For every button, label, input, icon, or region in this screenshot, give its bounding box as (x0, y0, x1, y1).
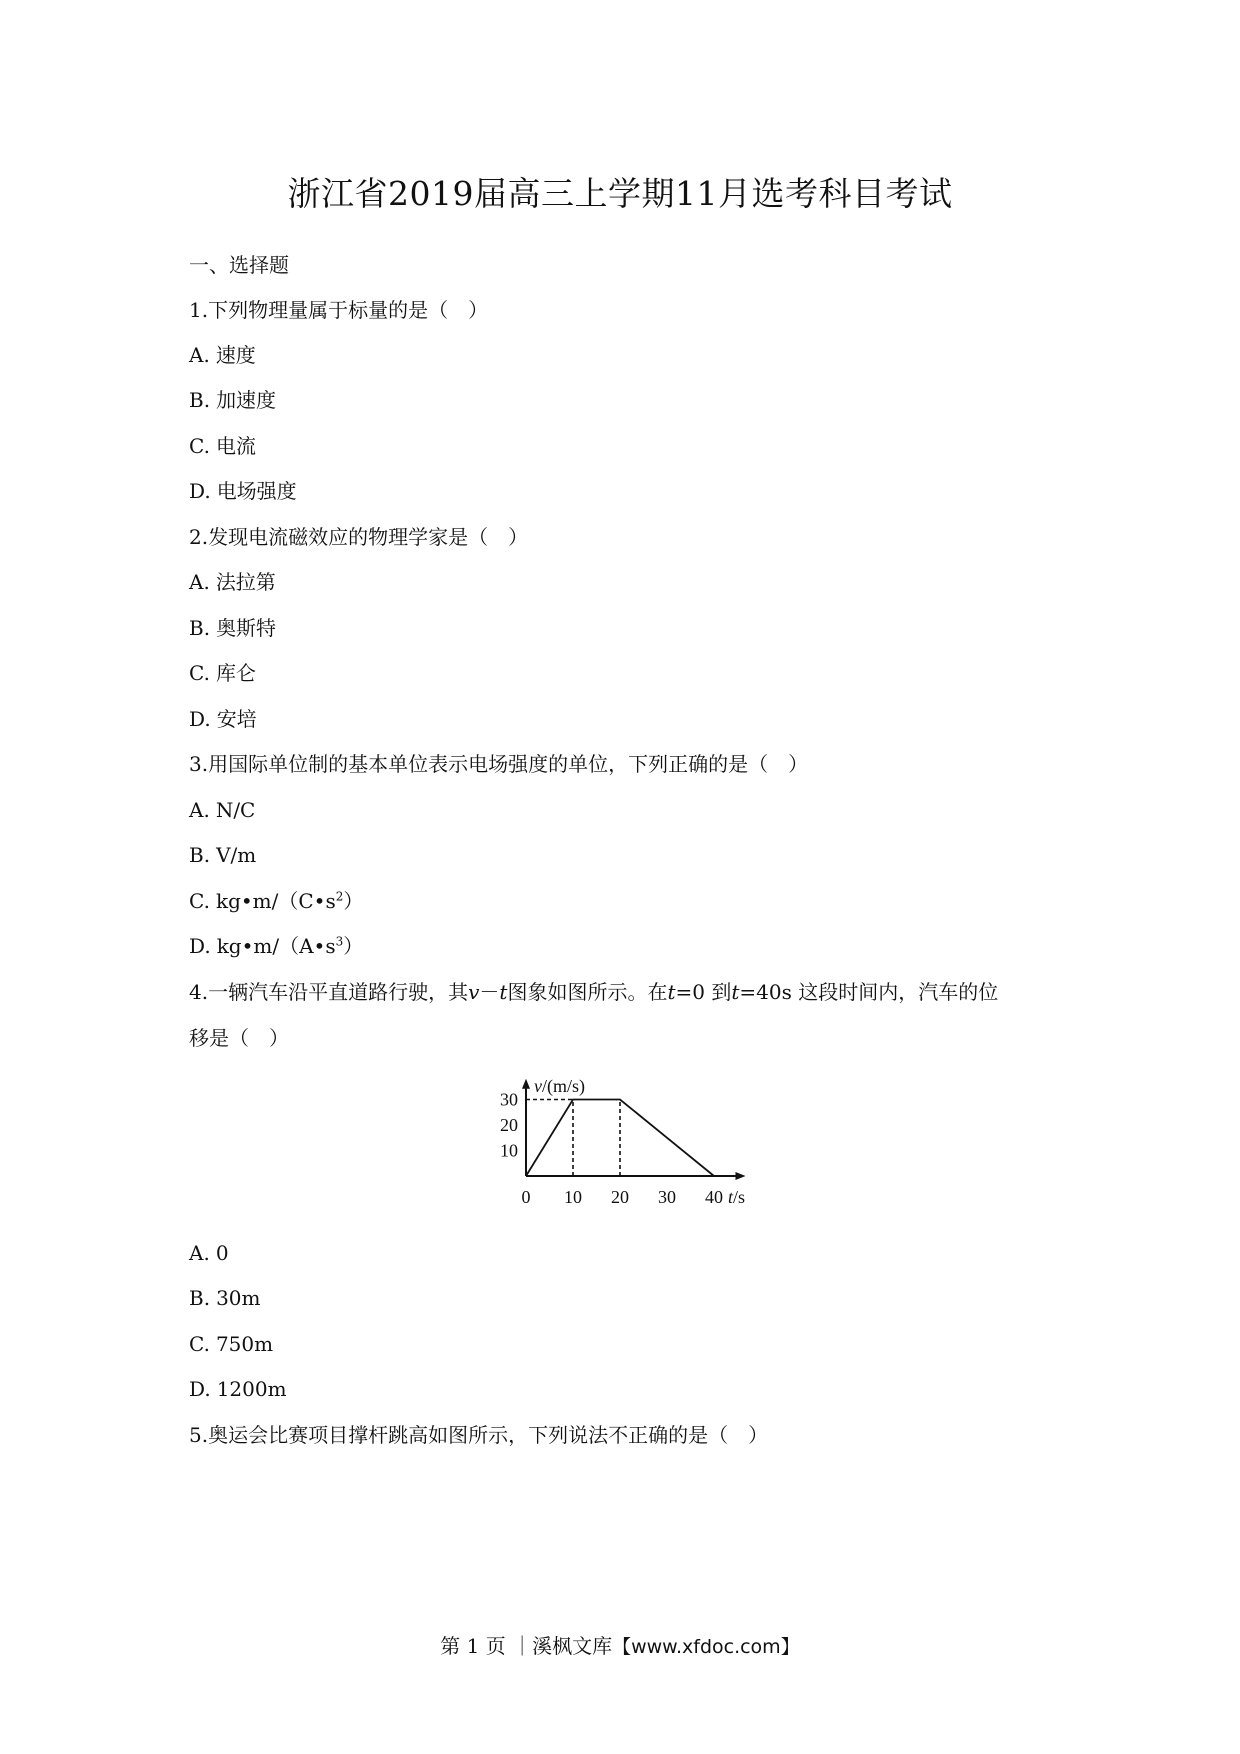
option-text: 1200m (216, 1377, 287, 1401)
option-text: 速度 (215, 343, 256, 367)
x-axis-arrow (736, 1172, 746, 1180)
option-letter: C. (189, 661, 210, 685)
option-text: 库仑 (215, 661, 256, 685)
option-text: 电场强度 (216, 479, 297, 503)
y-tick-label: 20 (500, 1115, 518, 1135)
stem-text: =0 到 (675, 980, 732, 1004)
question-4-stem-line-1 (189, 978, 998, 1006)
x-tick-label: 10 (564, 1187, 582, 1207)
question-1-option-c (189, 432, 256, 460)
question-4-option-b (189, 1284, 260, 1312)
option-letter: A. (189, 1241, 210, 1265)
x-tick-label: 20 (611, 1187, 629, 1207)
question-3-option-d (189, 932, 363, 960)
option-superscript: 2 (335, 889, 344, 904)
stem-var-v: v (468, 980, 480, 1004)
option-letter: B. (189, 388, 211, 412)
question-3-stem: 3.用国际单位制的基本单位表示电场强度的单位，下列正确的是（ ） (189, 752, 809, 776)
y-tick-label: 10 (500, 1140, 518, 1161)
stem-var-t: t (667, 980, 676, 1004)
option-text: N/C (215, 798, 256, 822)
option-letter: B. (189, 843, 211, 867)
velocity-time-chart (484, 1068, 764, 1208)
option-text: 法拉第 (215, 570, 276, 594)
question-5-stem: 5.奥运会比赛项目撑杆跳高如图所示，下列说法不正确的是（ ） (189, 1423, 769, 1447)
x-tick-label: 0 (521, 1187, 531, 1207)
option-text: V/m (216, 843, 257, 867)
option-tail: ） (343, 934, 364, 958)
stem-var-t: t (731, 980, 740, 1004)
option-letter: A. (189, 343, 210, 367)
option-letter: D. (189, 934, 211, 958)
option-letter: B. (189, 1286, 211, 1310)
option-letter: C. (189, 889, 210, 913)
option-text: 0 (215, 1241, 229, 1265)
question-1-stem: 1.下列物理量属于标量的是（ ） (189, 298, 489, 322)
stem-var-t: t (499, 980, 508, 1004)
question-3-option-b (189, 841, 256, 869)
question-4-stem-line-2: 移是（ ） (189, 1026, 289, 1050)
option-letter: D. (189, 479, 211, 503)
option-letter: C. (189, 434, 210, 458)
question-2-option-a (189, 568, 276, 596)
option-text: 30m (216, 1286, 261, 1310)
option-text: 电流 (215, 434, 256, 458)
y-tick-label: 30 (500, 1089, 518, 1110)
option-letter: C. (189, 1332, 210, 1356)
question-2-option-c (189, 659, 256, 687)
option-superscript: 3 (335, 934, 344, 949)
option-text: kg•m/（C•s (215, 889, 336, 913)
footer-page-label: 第 1 页 ｜溪枫文库 (440, 1634, 613, 1658)
question-1-option-d (189, 477, 297, 505)
option-text: 安培 (216, 707, 257, 731)
question-2-option-b (189, 614, 276, 642)
stem-text: 4.一辆汽车沿平直道路行驶，其 (189, 980, 469, 1004)
page-footer (0, 1632, 1240, 1661)
option-text: 加速度 (216, 388, 277, 412)
option-letter: A. (189, 570, 210, 594)
question-3-option-a (189, 796, 255, 824)
stem-text: 图象如图所示。在 (507, 980, 668, 1004)
question-4-option-a (189, 1239, 229, 1267)
option-letter: B. (189, 616, 211, 640)
section-heading: 一、选择题 (189, 253, 289, 277)
y-axis-arrow (522, 1079, 530, 1089)
option-letter: D. (189, 1377, 211, 1401)
y-axis-label: v/(m/s) (534, 1075, 585, 1096)
option-tail: ） (343, 889, 364, 913)
page-title: 浙江省2019届高三上学期11月选考科目考试 (287, 174, 953, 213)
x-tick-label: 40 (705, 1187, 723, 1207)
option-text: 750m (215, 1332, 274, 1356)
stem-text: =40s 这段时间内，汽车的位 (739, 980, 999, 1004)
question-4-option-c (189, 1330, 273, 1358)
stem-text: － (479, 980, 500, 1004)
option-text: kg•m/（A•s (216, 934, 336, 958)
question-4-option-d (189, 1375, 287, 1403)
question-2-option-d (189, 705, 257, 733)
x-tick-label: 30 (658, 1187, 676, 1207)
option-letter: D. (189, 707, 211, 731)
x-axis-label: t/s (728, 1187, 746, 1207)
footer-site-link[interactable]: 【www.xfdoc.com】 (612, 1636, 800, 1658)
option-text: 奥斯特 (216, 616, 277, 640)
question-2-stem: 2.发现电流磁效应的物理学家是（ ） (189, 525, 529, 549)
question-3-option-c (189, 887, 363, 915)
question-1-option-b (189, 386, 276, 414)
question-1-option-a (189, 341, 256, 369)
option-letter: A. (189, 798, 210, 822)
